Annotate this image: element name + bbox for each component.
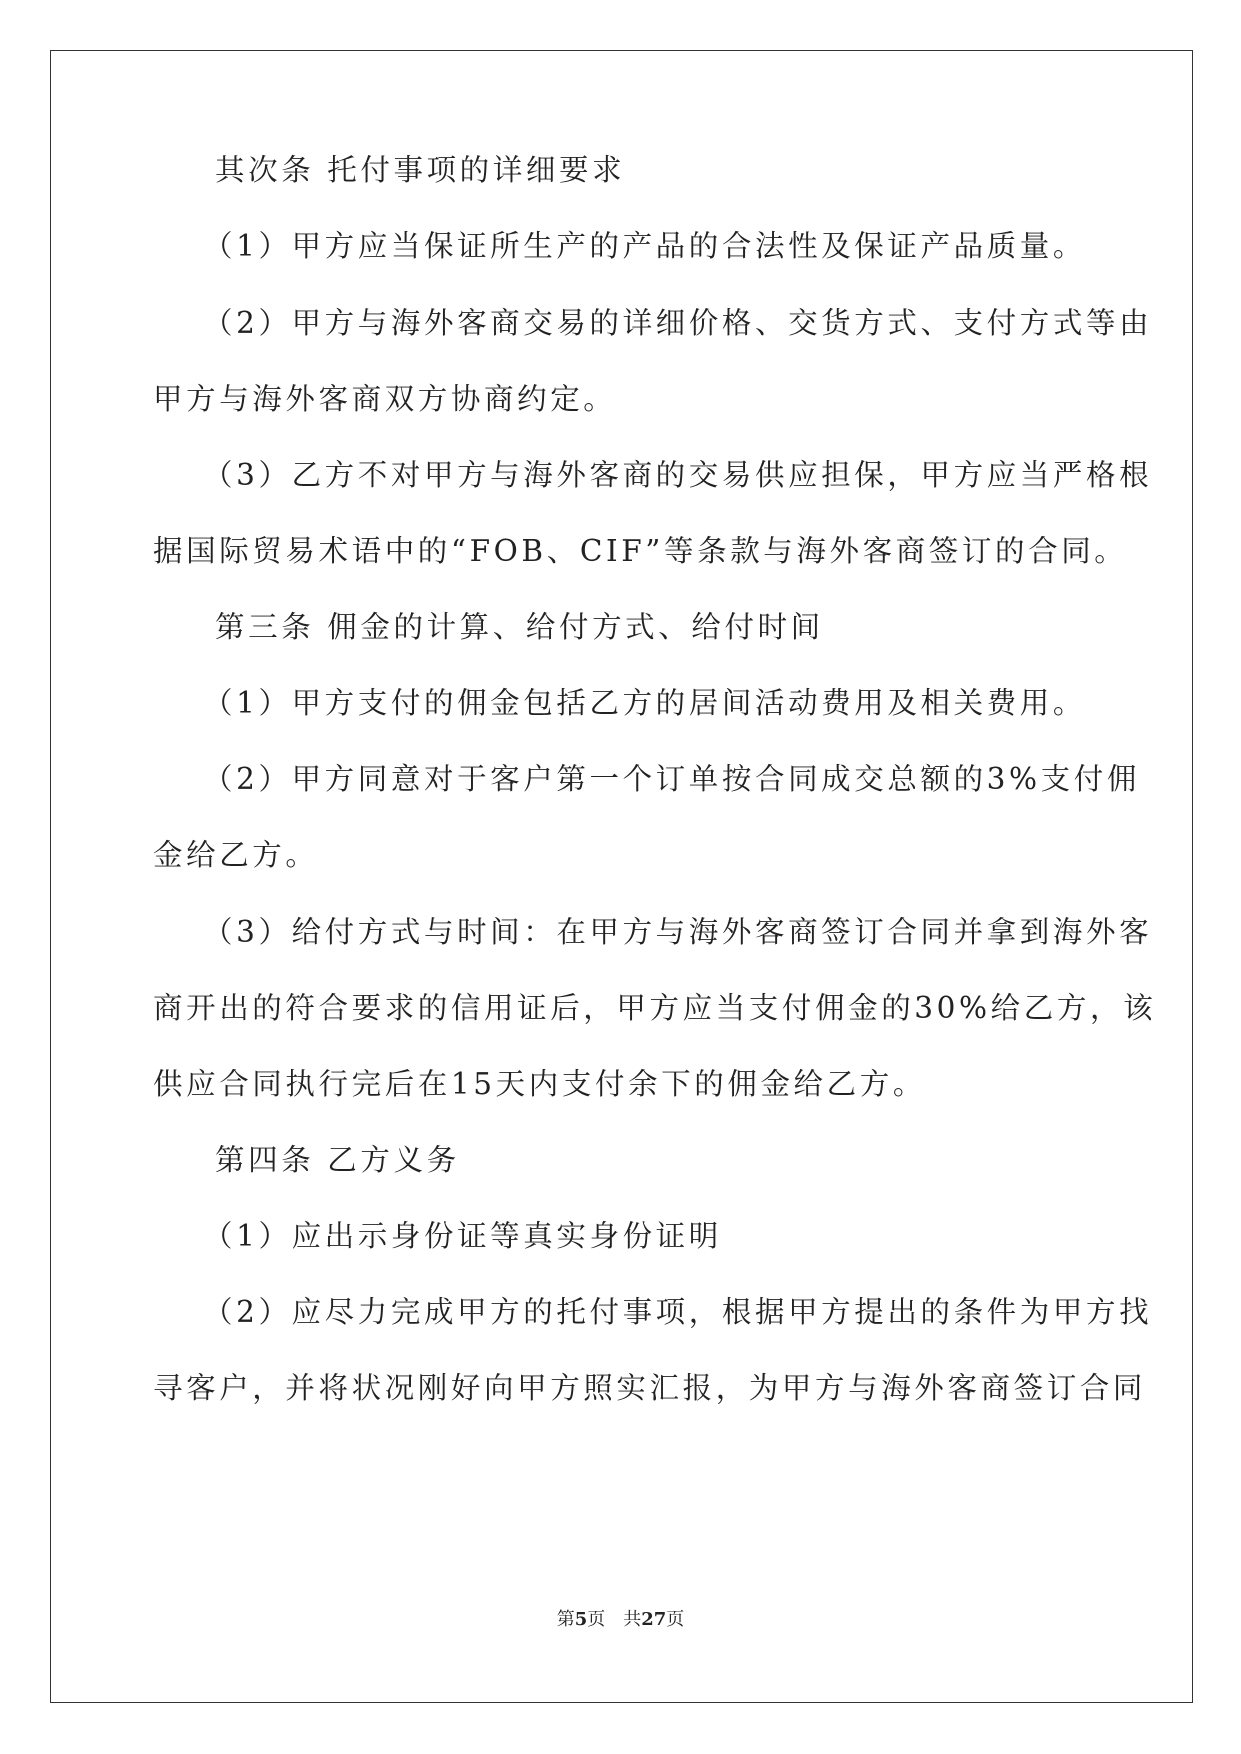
article-3-item-3: （3）给付方式与时间：在甲方与海外客商签订合同并拿到海外客 bbox=[203, 915, 1153, 949]
footer-page-number: 5 bbox=[574, 1609, 588, 1630]
article-4-item-2-cont: 寻客户，并将状况刚好向甲方照实汇报，为甲方与海外客商签订合同 bbox=[153, 1371, 1147, 1405]
article-2-item-3-cont: 据国际贸易术语中的“FOB、CIF”等条款与海外客商签订的合同。 bbox=[153, 534, 1128, 568]
article-2-heading: 其次条 托付事项的详细要求 bbox=[215, 153, 626, 187]
article-2-item-3: （3）乙方不对甲方与海外客商的交易供应担保，甲方应当严格根 bbox=[203, 458, 1153, 492]
footer-total-pages: 27 bbox=[641, 1609, 667, 1630]
article-2-item-1: （1）甲方应当保证所生产的产品的合法性及保证产品质量。 bbox=[203, 229, 1086, 263]
page-border bbox=[50, 50, 1193, 1703]
article-4-heading: 第四条 乙方义务 bbox=[215, 1143, 460, 1177]
article-3-heading: 第三条 佣金的计算、给付方式、给付时间 bbox=[215, 610, 824, 644]
article-2-item-2: （2）甲方与海外客商交易的详细价格、交货方式、支付方式等由 bbox=[203, 306, 1153, 340]
article-3-item-1: （1）甲方支付的佣金包括乙方的居间活动费用及相关费用。 bbox=[203, 686, 1086, 720]
page-footer bbox=[0, 1608, 1241, 1632]
article-3-item-3-cont-1: 商开出的符合要求的信用证后，甲方应当支付佣金的30%给乙方，该 bbox=[153, 991, 1157, 1025]
footer-prefix: 第 bbox=[556, 1609, 575, 1630]
footer-page-suffix: 页 bbox=[587, 1609, 606, 1630]
article-4-item-2: （2）应尽力完成甲方的托付事项，根据甲方提出的条件为甲方找 bbox=[203, 1295, 1153, 1329]
article-3-item-2-cont: 金给乙方。 bbox=[153, 838, 319, 872]
footer-total-prefix: 共 bbox=[623, 1609, 642, 1630]
footer-total-suffix: 页 bbox=[666, 1609, 685, 1630]
article-3-item-2: （2）甲方同意对于客户第一个订单按合同成交总额的3%支付佣 bbox=[203, 762, 1140, 796]
article-3-item-3-cont-2: 供应合同执行完后在15天内支付余下的佣金给乙方。 bbox=[153, 1067, 926, 1101]
article-2-item-2-cont: 甲方与海外客商双方协商约定。 bbox=[153, 382, 617, 416]
article-4-item-1: （1）应出示身份证等真实身份证明 bbox=[203, 1219, 722, 1253]
